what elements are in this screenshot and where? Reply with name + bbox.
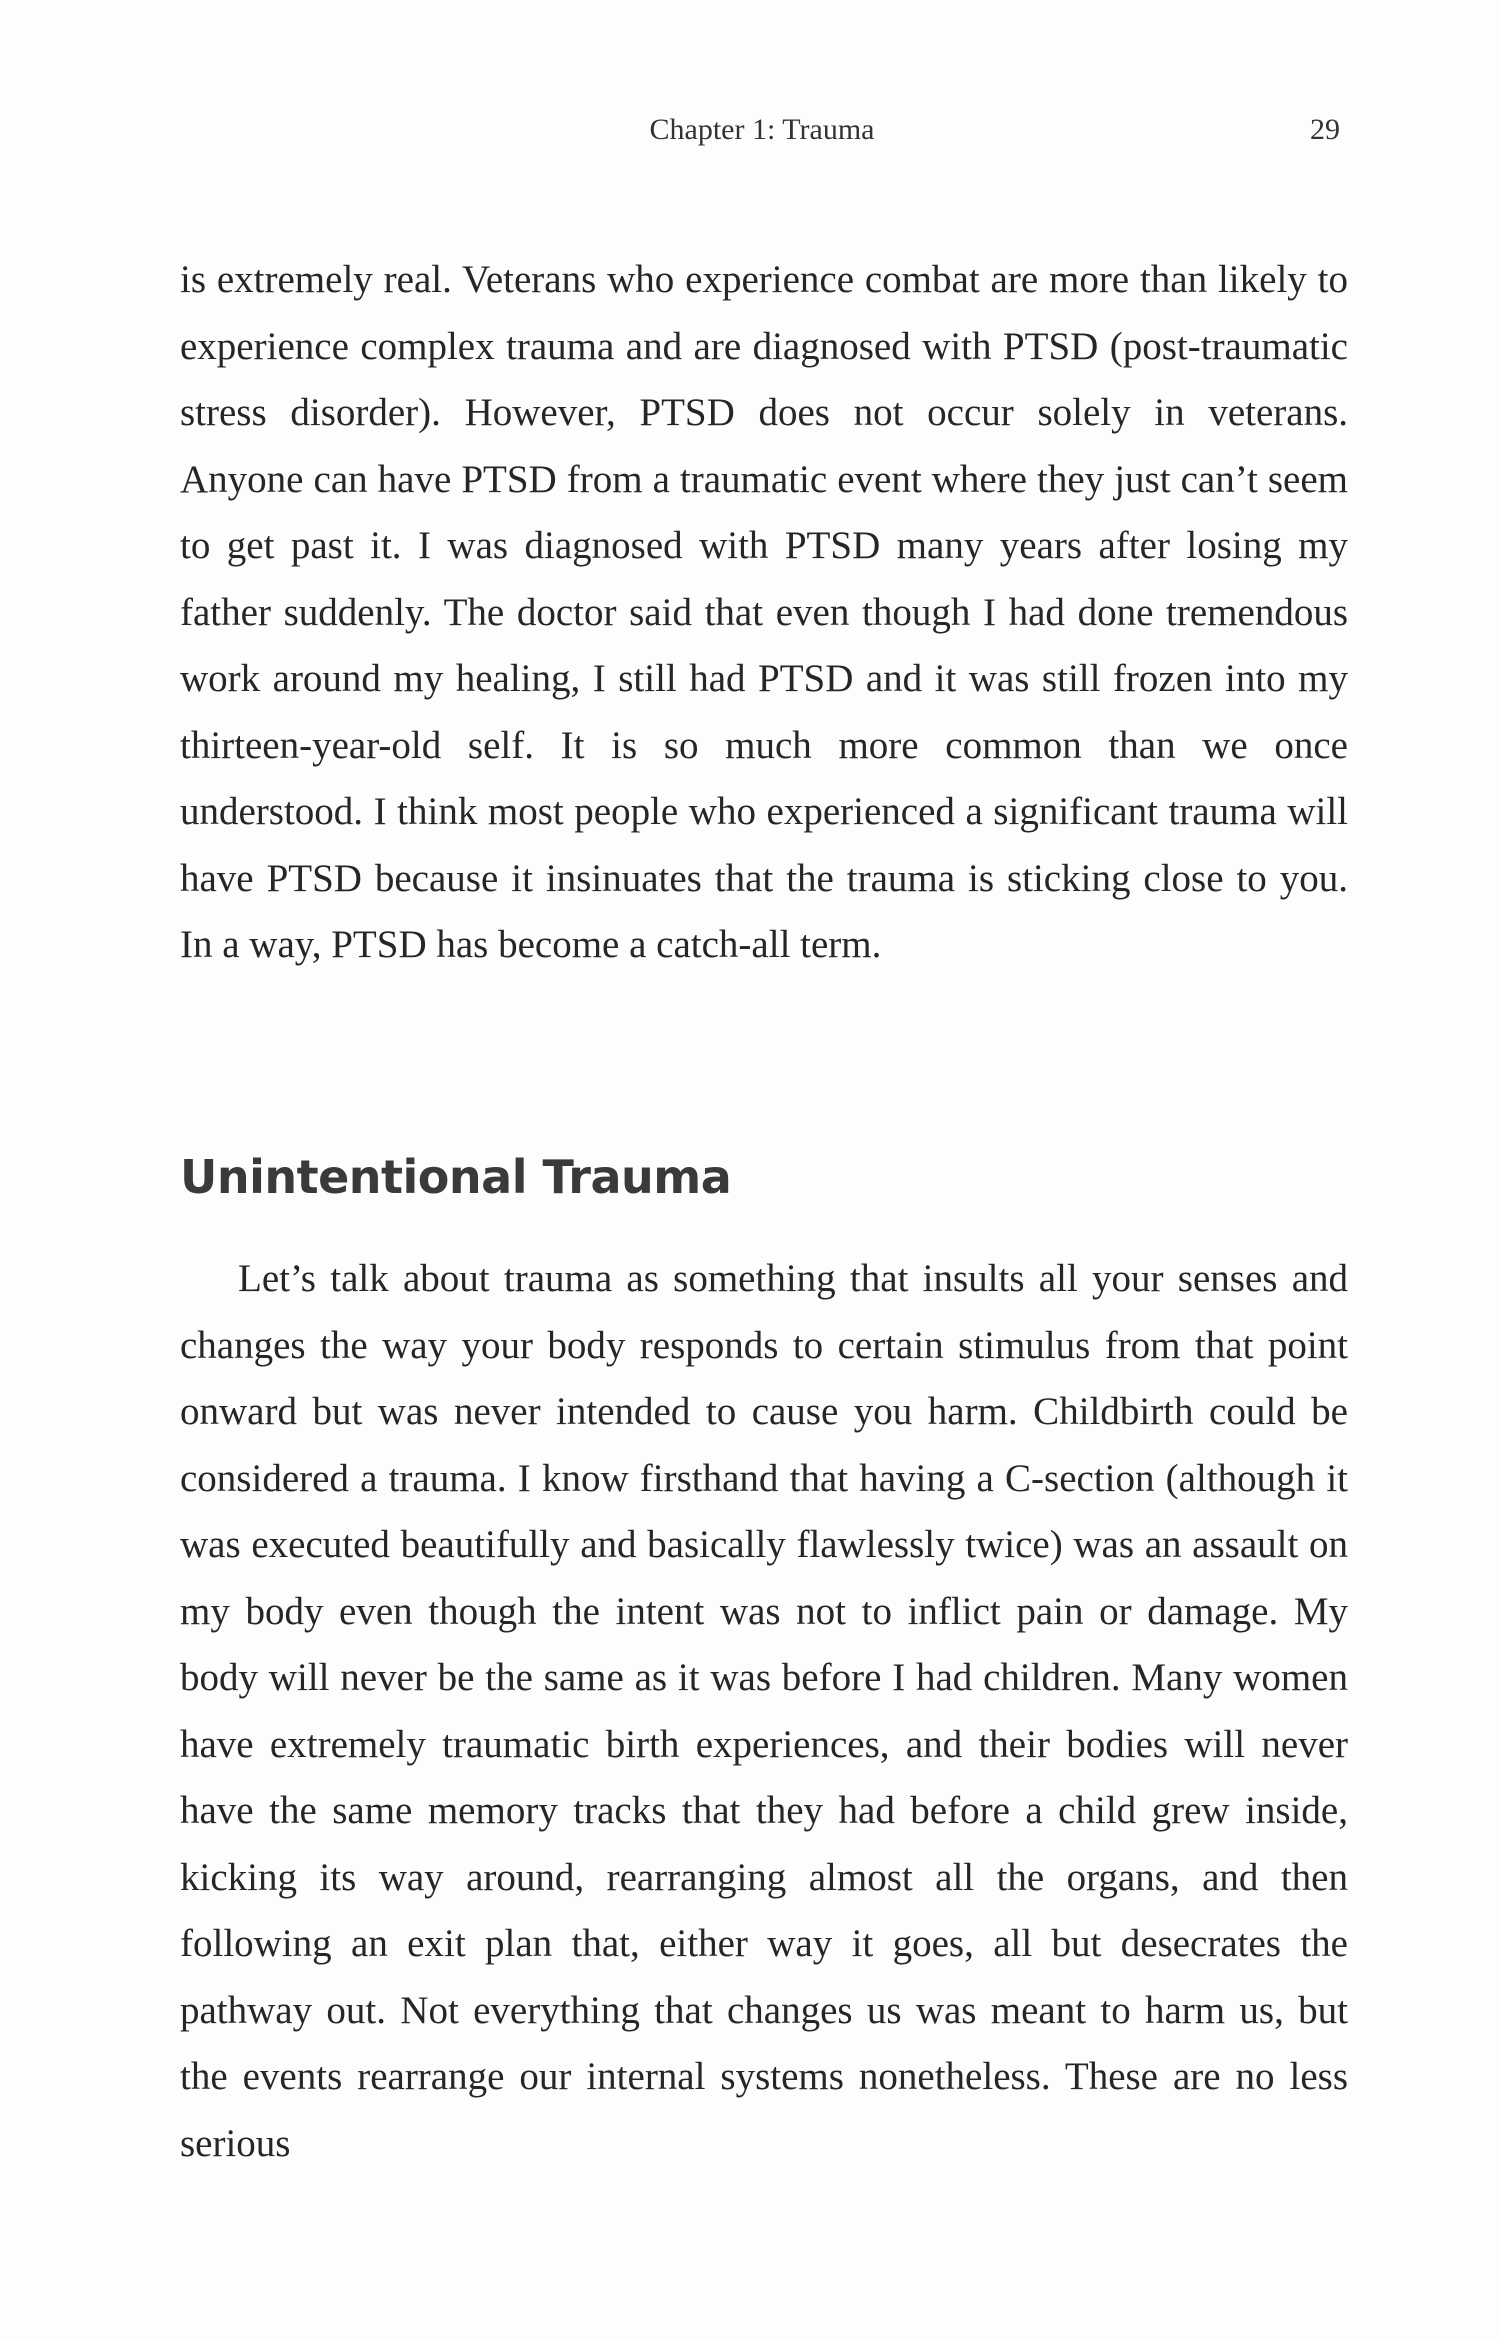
page-number: 29 <box>1310 113 1340 146</box>
body-paragraph-unintentional-trauma: Let’s talk about trauma as something that insults all your senses and changes the way your body responds to certain stimulus from that point onward but was never intended to cause you harm. Childbirth could be considered a trauma. I know firsthand that having a C-section (although it was executed beautifully and basically flawlessly twice) was an assault on my body even though the intent was not to inflict pain or damage. My body will never be the same as it was before I had children. Many women have extremely traumatic birth experiences, and their bodies will never have the same memory tracks that they had before a child grew inside, kicking its way around, rearranging almost all the organs, and then following an exit plan that, either way it goes, all but desecrates the pathway out. Not everything that changes us was meant to harm us, but the events rearrange our internal systems nonetheless. These are no less serious <box>180 1257 1348 2165</box>
running-header <box>0 108 1500 152</box>
section-heading: Unintentional Trauma <box>180 1150 732 1204</box>
body-paragraph-continuation: is extremely real. Veterans who experience combat are more than likely to experience complex trauma and are diagnosed with PTSD (post-traumatic stress disorder). However, PTSD does not occur solely in veterans. Anyone can have PTSD from a traumatic event where they just can’t seem to get past it. I was diagnosed with PTSD many years after losing my father suddenly. The doctor said that even though I had done tremendous work around my healing, I still had PTSD and it was still frozen into my thirteen-year-old self. It is so much more common than we once understood. I think most people who experienced a significant trauma will have PTSD because it insinuates that the trauma is sticking close to you. In a way, PTSD has become a catch-all term. <box>180 258 1348 966</box>
chapter-title: Chapter 1: Trauma <box>649 113 875 146</box>
